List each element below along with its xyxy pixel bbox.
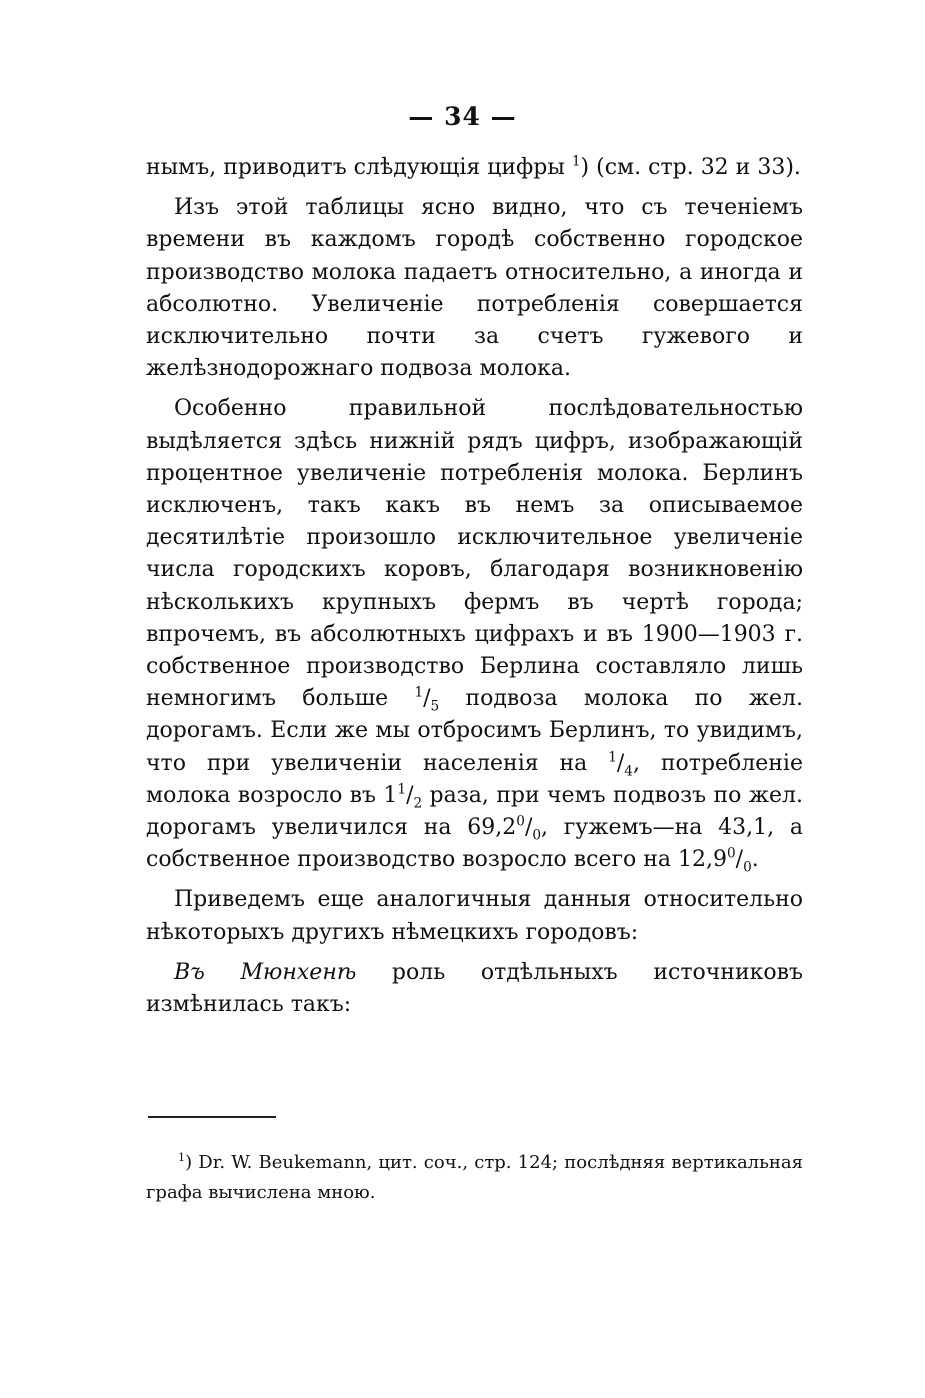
paragraph-1-text-end: ) (см. стр. 32 и 33). bbox=[580, 155, 801, 180]
percent-sign-top: 0 bbox=[516, 813, 525, 830]
paragraph-5 bbox=[146, 957, 803, 1021]
paragraph-3-text-c: , потребленіе молока возросло въ 1 bbox=[146, 750, 803, 808]
paragraph-1-text: нымъ, приводитъ слѣдующія цифры bbox=[146, 155, 572, 180]
fraction-slash: / bbox=[406, 782, 414, 808]
fraction-numerator: 1 bbox=[414, 684, 424, 701]
fraction-slash: / bbox=[423, 686, 431, 712]
fraction-numerator: 1 bbox=[397, 781, 407, 798]
body-text bbox=[146, 152, 803, 1021]
paragraph-3 bbox=[146, 393, 803, 876]
city-name-italic: Въ Мюнхенѣ bbox=[174, 959, 357, 985]
page-number: — 34 — bbox=[408, 102, 517, 131]
percent-sign-bottom: 0 bbox=[743, 859, 752, 876]
paragraph-3-text-e: , гужемъ—на 43,1, а собственное производство возросло всего на 12,9 bbox=[146, 815, 803, 873]
paragraph-3-text-f: . bbox=[751, 847, 759, 873]
footnote-marker: 1 bbox=[178, 1151, 186, 1164]
footnote-reference: 1 bbox=[571, 153, 581, 170]
percent-sign-bottom: 0 bbox=[532, 827, 542, 844]
percent-sign-top: 0 bbox=[726, 845, 736, 862]
footnote-divider bbox=[148, 1116, 276, 1118]
percent-sign-slash: / bbox=[735, 847, 744, 873]
fraction-denominator: 5 bbox=[430, 698, 440, 715]
footnote-text: ) Dr. W. Beukemann, цит. соч., стр. 124; послѣдняя вертикальная графа вычислена мною. bbox=[146, 1152, 803, 1203]
paragraph-3-text-b: подвоза молока по жел. дорогамъ. Если же мы отбросимъ Берлинъ, то увидимъ, что при увеличеніи населенія на bbox=[146, 686, 803, 776]
paragraph-5-text: роль отдѣльныхъ источниковъ измѣнилась такъ: bbox=[146, 959, 803, 1018]
paragraph-1 bbox=[146, 152, 803, 184]
fraction-slash: / bbox=[616, 750, 625, 776]
paragraph-2: Изъ этой таблицы ясно видно, что съ теченіемъ времени въ каждомъ городѣ собственно городское производство молока падаетъ относительно, а иногда и абсолютно. Увеличеніе потребленія совершается исключительно почти за счетъ гужевого и желѣзнодорожнаго подвоза молока. bbox=[146, 195, 803, 382]
footnote bbox=[146, 1148, 803, 1208]
percent-sign-slash: / bbox=[524, 815, 533, 841]
fraction-denominator: 2 bbox=[413, 795, 423, 812]
paragraph-4: Приведемъ еще аналогичныя данныя относительно нѣкоторыхъ другихъ нѣмецкихъ городовъ: bbox=[146, 887, 803, 945]
paragraph-3-text-a: Особенно правильной послѣдовательностью выдѣляется здѣсь нижній рядъ цифръ, изображающій процентное увеличеніе потребленія молока. Берлинъ исключенъ, такъ какъ въ немъ за описываемое десятилѣтіе произошло исключительное увеличеніе числа городскихъ коровъ, благодаря возникновенію нѣсколькихъ крупныхъ фермъ въ чертѣ города; впрочемъ, въ абсолютныхъ цифрахъ и въ 1900—1903 г. собственное производство Берлина составляло лишь немногимъ больше bbox=[146, 396, 803, 712]
paragraph-3-text-d: раза, при чемъ подвозъ по жел. дорогамъ увеличился на 69,2 bbox=[146, 782, 803, 841]
fraction-denominator: 4 bbox=[624, 763, 633, 780]
fraction-numerator: 1 bbox=[608, 749, 617, 766]
